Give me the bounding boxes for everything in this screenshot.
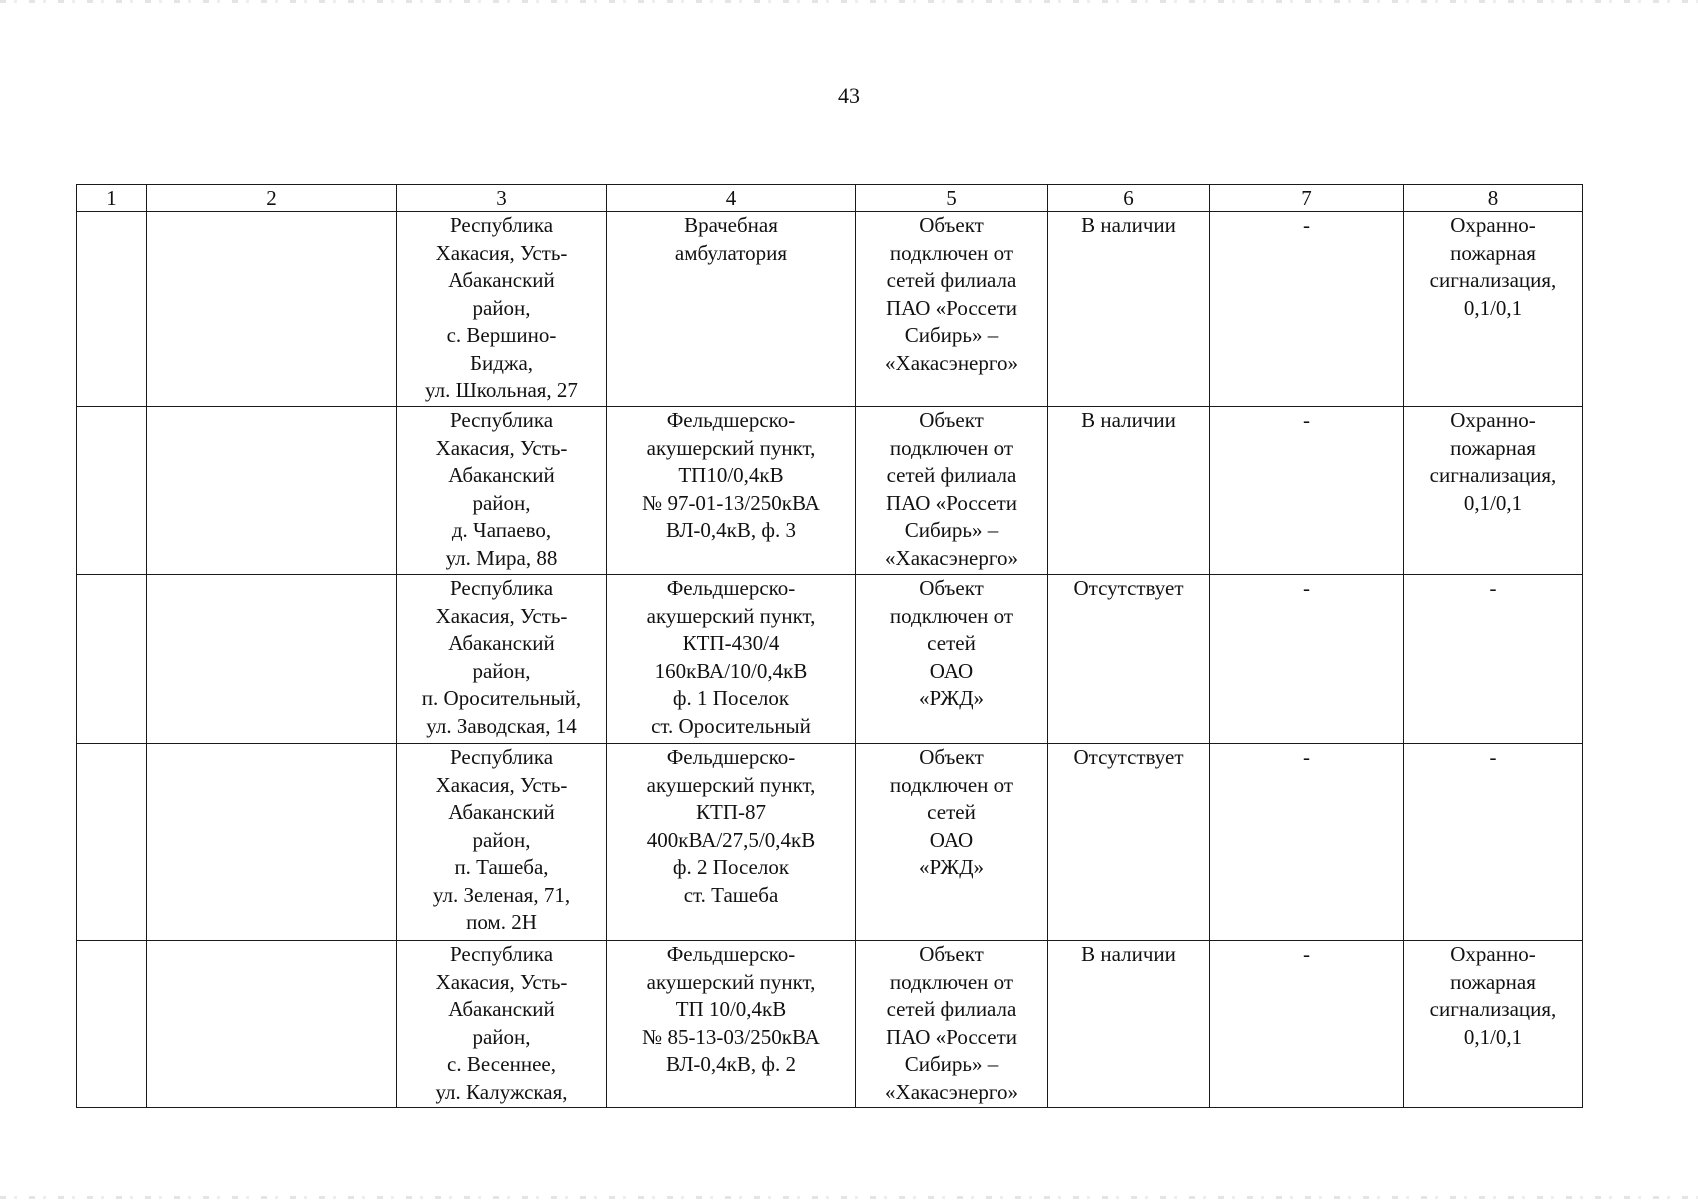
column-number-2: 2 (147, 185, 397, 212)
table-row (77, 744, 1583, 941)
table-row (77, 212, 1583, 407)
header-row (77, 185, 1583, 212)
column-number-6: 6 (1048, 185, 1210, 212)
alarm-cell: Охранно- пожарная сигнализация, 0,1/0,1 (1404, 212, 1583, 407)
availability-cell: В наличии (1048, 941, 1210, 1108)
table-row (77, 407, 1583, 575)
organization-cell (147, 744, 397, 941)
address-cell: Республика Хакасия, Усть- Абаканский район, с. Вершино- Биджа, ул. Школьная, 27 (397, 212, 607, 407)
organization-cell (147, 407, 397, 575)
alarm-cell: Охранно- пожарная сигнализация, 0,1/0,1 (1404, 407, 1583, 575)
organization-cell (147, 212, 397, 407)
availability-cell: В наличии (1048, 407, 1210, 575)
column-7-cell: - (1210, 407, 1404, 575)
facility-cell: Фельдшерско- акушерский пункт, ТП 10/0,4кВ № 85-13-03/250кВА ВЛ-0,4кВ, ф. 2 (607, 941, 856, 1108)
scan-edge-top (0, 0, 1698, 3)
alarm-cell: Охранно- пожарная сигнализация, 0,1/0,1 (1404, 941, 1583, 1108)
availability-cell: Отсутствует (1048, 575, 1210, 744)
address-cell: Республика Хакасия, Усть- Абаканский район, д. Чапаево, ул. Мира, 88 (397, 407, 607, 575)
column-number-7: 7 (1210, 185, 1404, 212)
table-row (77, 575, 1583, 744)
power-source-cell: Объект подключен от сетей филиала ПАО «Россети Сибирь» – «Хакасэнерго» (856, 407, 1048, 575)
column-7-cell: - (1210, 575, 1404, 744)
table-header (77, 185, 1583, 212)
column-7-cell: - (1210, 941, 1404, 1108)
column-number-1: 1 (77, 185, 147, 212)
column-number-3: 3 (397, 185, 607, 212)
row-number-cell (77, 744, 147, 941)
column-7-cell: - (1210, 212, 1404, 407)
address-cell: Республика Хакасия, Усть- Абаканский район, п. Оросительный, ул. Заводская, 14 (397, 575, 607, 744)
row-number-cell (77, 407, 147, 575)
row-number-cell (77, 575, 147, 744)
row-number-cell (77, 212, 147, 407)
power-source-cell: Объект подключен от сетей ОАО «РЖД» (856, 575, 1048, 744)
column-7-cell: - (1210, 744, 1404, 941)
organization-cell (147, 575, 397, 744)
column-number-8: 8 (1404, 185, 1583, 212)
power-source-cell: Объект подключен от сетей филиала ПАО «Россети Сибирь» – «Хакасэнерго» (856, 212, 1048, 407)
page-number: 43 (838, 83, 860, 108)
facility-cell: Фельдшерско- акушерский пункт, КТП-430/4 160кВА/10/0,4кВ ф. 1 Поселок ст. Оросительный (607, 575, 856, 744)
facility-cell: Фельдшерско- акушерский пункт, КТП-87 400кВА/27,5/0,4кВ ф. 2 Поселок ст. Ташеба (607, 744, 856, 941)
table-row (77, 941, 1583, 1108)
scan-edge-bottom (0, 1196, 1698, 1199)
availability-cell: В наличии (1048, 212, 1210, 407)
organization-cell (147, 941, 397, 1108)
power-source-cell: Объект подключен от сетей филиала ПАО «Россети Сибирь» – «Хакасэнерго» (856, 941, 1048, 1108)
address-cell: Республика Хакасия, Усть- Абаканский район, с. Весеннее, ул. Калужская, (397, 941, 607, 1108)
data-table (76, 184, 1583, 1108)
column-number-4: 4 (607, 185, 856, 212)
column-number-5: 5 (856, 185, 1048, 212)
power-source-cell: Объект подключен от сетей ОАО «РЖД» (856, 744, 1048, 941)
alarm-cell: - (1404, 744, 1583, 941)
availability-cell: Отсутствует (1048, 744, 1210, 941)
address-cell: Республика Хакасия, Усть- Абаканский район, п. Ташеба, ул. Зеленая, 71, пом. 2Н (397, 744, 607, 941)
alarm-cell: - (1404, 575, 1583, 744)
table-body (77, 212, 1583, 1108)
row-number-cell (77, 941, 147, 1108)
facility-cell: Фельдшерско- акушерский пункт, ТП10/0,4кВ № 97-01-13/250кВА ВЛ-0,4кВ, ф. 3 (607, 407, 856, 575)
facility-cell: Врачебная амбулатория (607, 212, 856, 407)
